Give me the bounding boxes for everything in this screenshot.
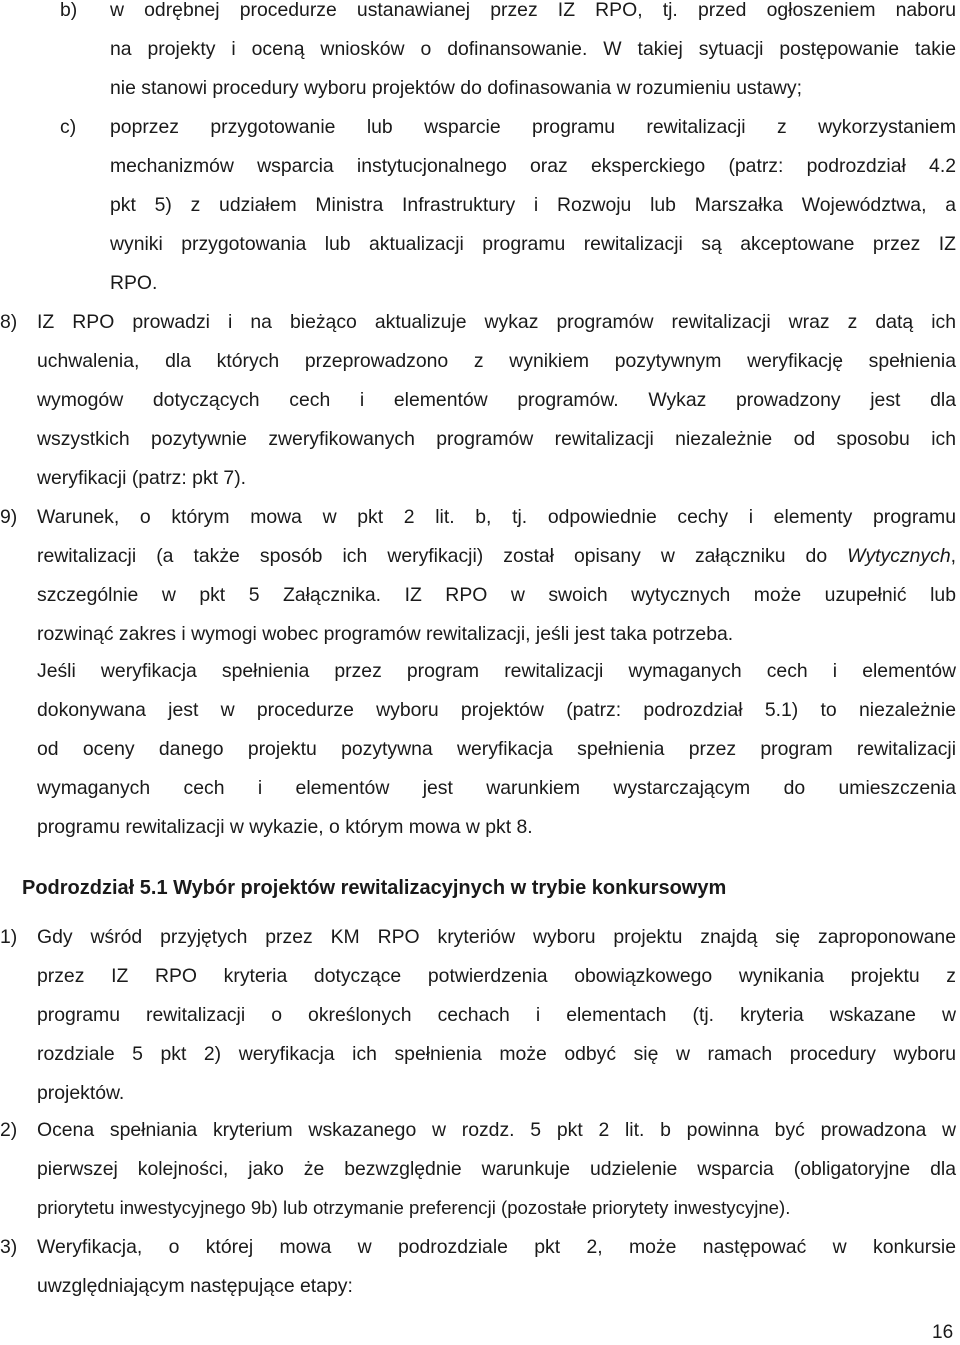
text-line: IZ RPO prowadzi i na bieżąco aktualizuje wykaz programów rewitalizacji wraz z datą ich <box>37 311 956 333</box>
list-label: c) <box>60 116 77 138</box>
text-line-with-italic <box>37 544 956 568</box>
point-label: 1) <box>0 926 18 948</box>
text-run: , <box>950 545 956 567</box>
text-line: wszystkich pozytywnie zweryfikowanych programów rewitalizacji niezależnie od sposobu ich <box>37 428 956 450</box>
text-line: Ocena spełniania kryterium wskazanego w rozdz. 5 pkt 2 lit. b powinna być prowadzona w <box>37 1119 956 1141</box>
text-line: projektów. <box>37 1082 125 1104</box>
text-line: rozdziale 5 pkt 2) weryfikacja ich spełnienia może odbyć się w ramach procedury wyboru <box>37 1043 956 1065</box>
text-line: wymogów dotyczących cech i elementów programów. Wykaz prowadzony jest dla <box>37 389 956 411</box>
text-line: mechanizmów wsparcia instytucjonalnego oraz eksperckiego (patrz: podrozdział 4.2 <box>110 155 956 177</box>
text-line: nie stanowi procedury wyboru projektów do dofinasowania w rozumieniu ustawy; <box>110 77 802 99</box>
text-line: uwzględniającym następujące etapy: <box>37 1275 353 1297</box>
text-line: pkt 5) z udziałem Ministra Infrastruktury i Rozwoju lub Marszałka Województwa, a <box>110 194 956 216</box>
text-line: programu rewitalizacji o określonych cechach i elementach (tj. kryteria wskazane w <box>37 1004 956 1026</box>
point-label: 2) <box>0 1119 18 1141</box>
text-line: od oceny danego projektu pozytywna weryfikacja spełnienia przez program rewitalizacji <box>37 738 956 760</box>
text-line: wyniki przygotowania lub aktualizacji programu rewitalizacji są akceptowane przez IZ <box>110 233 956 255</box>
text-line: priorytetu inwestycyjnego 9b) lub otrzymanie preferencji (pozostałe priorytety inwestycyjne). <box>37 1197 791 1218</box>
text-line: rozwinąć zakres i wymogi wobec programów rewitalizacji, jeśli jest taka potrzeba. <box>37 623 734 645</box>
text-line: Gdy wśród przyjętych przez KM RPO kryteriów wyboru projektu znajdą się zaproponowane <box>37 926 956 948</box>
page-number: 16 <box>932 1322 954 1343</box>
text-line: programu rewitalizacji w wykazie, o którym mowa w pkt 8. <box>37 816 533 838</box>
text-line: przez IZ RPO kryteria dotyczące potwierdzenia obowiązkowego wynikania projektu z <box>37 965 956 987</box>
text-line: pierwszej kolejności, jako że bezwzględnie warunkuje udzielenie wsparcia (obligatoryjne dla <box>37 1158 956 1180</box>
text-line: RPO. <box>110 272 158 294</box>
text-line: weryfikacji (patrz: pkt 7). <box>37 467 247 489</box>
list-label: b) <box>60 0 78 21</box>
point-label: 3) <box>0 1236 18 1258</box>
text-line: szczególnie w pkt 5 Załącznika. IZ RPO w swoich wytycznych może uzupełnić lub <box>37 584 956 606</box>
text-line: Warunek, o którym mowa w pkt 2 lit. b, tj. odpowiednie cechy i elementy programu <box>37 506 956 528</box>
text-line: dokonywana jest w procedurze wyboru projektów (patrz: podrozdział 5.1) to niezależnie <box>37 699 956 721</box>
text-run: rewitalizacji (a także sposób ich weryfikacji) został opisany w załączniku do <box>37 545 848 567</box>
text-line: Jeśli weryfikacja spełnienia przez program rewitalizacji wymaganych cech i elementów <box>37 660 956 682</box>
section-heading: Podrozdział 5.1 Wybór projektów rewitalizacyjnych w trybie konkursowym <box>22 877 727 899</box>
italic-title: Wytycznych <box>847 545 951 567</box>
point-label: 9) <box>0 506 18 528</box>
point-label: 8) <box>0 311 18 333</box>
text-line: Weryfikacja, o której mowa w podrozdziale pkt 2, może następować w konkursie <box>37 1236 956 1258</box>
text-line: wymaganych cech i elementów jest warunkiem wystarczającym do umieszczenia <box>37 777 956 799</box>
text-line: na projekty i oceną wniosków o dofinansowanie. W takiej sytuacji postępowanie takie <box>110 38 956 60</box>
text-line: uchwalenia, dla których przeprowadzono z wynikiem pozytywnym weryfikację spełnienia <box>37 350 956 372</box>
text-line: poprzez przygotowanie lub wsparcie programu rewitalizacji z wykorzystaniem <box>110 116 956 138</box>
text-line: w odrębnej procedurze ustanawianej przez IZ RPO, tj. przed ogłoszeniem naboru <box>110 0 956 21</box>
